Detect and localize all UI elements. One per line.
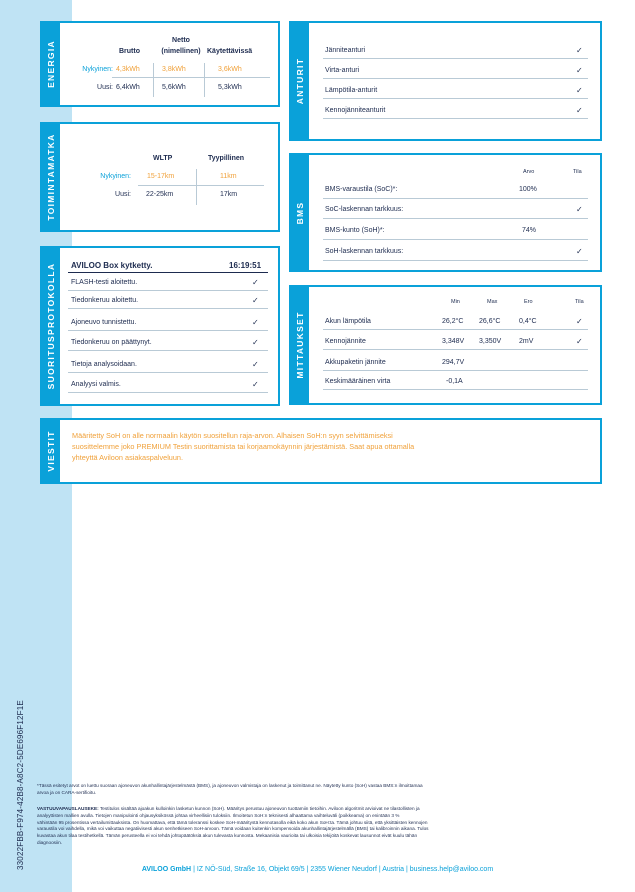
measurements-tab: MITTAUKSET	[291, 287, 309, 403]
col-netto-sub: (nimellinen)	[161, 48, 201, 55]
divider	[204, 63, 205, 97]
footer-country: Austria	[382, 866, 405, 873]
check-icon: ✓	[252, 360, 259, 369]
footer-address: IZ NÖ-Süd, Straße 16, Objekt 69/5	[196, 866, 305, 873]
bms-tab: BMS	[291, 155, 309, 270]
divider	[68, 308, 268, 309]
divider	[153, 63, 154, 97]
measure-min: -0,1A	[446, 378, 463, 385]
col-netto: Netto	[172, 37, 190, 44]
protocol-time: 16:19:51	[229, 261, 262, 270]
energy-tab: ENERGIA	[42, 23, 60, 105]
check-icon: ✓	[576, 46, 583, 55]
footnote-line: arvoa ja on CARA-sertifioitu.	[37, 789, 97, 795]
col-value: Arvo	[523, 169, 535, 175]
divider	[323, 58, 588, 59]
protocol-tab: SUORITUSPROTOKOLLA	[42, 248, 60, 404]
message-line: yhteyttä Aviloon asiakaspalveluun.	[72, 453, 184, 462]
col-min: Min	[451, 299, 460, 305]
check-icon: ✓	[576, 247, 583, 256]
protocol-item: Tiedonkeruu aloitettu.	[71, 297, 139, 304]
divider	[68, 290, 268, 291]
measure-label: Akkupaketin jännite	[325, 359, 386, 366]
divider	[323, 98, 588, 99]
sensors-panel	[289, 21, 602, 141]
protocol-header: AVILOO Box kytketty.	[71, 261, 153, 270]
separator: |	[378, 866, 381, 873]
soc-accuracy-label: SoC-laskennan tarkkuus:	[325, 206, 404, 213]
range-new-label: Uusi:	[115, 191, 131, 198]
check-icon: ✓	[576, 205, 583, 214]
footnote	[37, 783, 602, 797]
divider	[323, 370, 588, 371]
divider	[68, 350, 268, 351]
soh-accuracy-label: SoH-laskennan tarkkuus:	[325, 248, 404, 255]
check-icon: ✓	[252, 338, 259, 347]
range-new-typical: 17km	[220, 191, 238, 198]
check-icon: ✓	[252, 296, 259, 305]
divider	[323, 78, 588, 79]
energy-panel	[40, 21, 280, 107]
range-current-typical: 11km	[220, 173, 237, 180]
footer-email[interactable]: business.help@aviloo.com	[409, 866, 494, 873]
protocol-item: Tiedonkeruu on päättynyt.	[71, 339, 152, 346]
sensors-tab: ANTURIT	[291, 23, 309, 139]
footnote-line: *Tässä esitetyt arvot on luettu suoraan ajoneuvon akunhallintajärjestelmästä (BMS), ja ajoneuvon valmistaja on laskenut ja toimittanut ne. Näytetty kunto (SoH) vastaa BMS:n ilmoittamaa	[37, 783, 423, 788]
col-usable: Käytettävissä	[207, 48, 253, 55]
measure-label: Kennojännite	[325, 338, 366, 345]
divider	[323, 349, 588, 350]
divider	[68, 272, 268, 273]
measure-min: 26,2°C	[442, 318, 464, 325]
document-id: 33022FBB-F974-42B8-A8C2-5DE696F12F1E	[16, 700, 25, 870]
soh-value: 74%	[522, 227, 537, 234]
measure-max: 3,350V	[479, 338, 502, 345]
check-icon: ✓	[252, 278, 259, 287]
divider	[68, 372, 268, 373]
divider	[138, 185, 264, 186]
measure-label: Akun lämpötila	[325, 318, 371, 325]
measure-label: Keskimääräinen virta	[325, 378, 391, 385]
protocol-item: FLASH-testi aloitettu.	[71, 279, 138, 286]
range-panel	[40, 122, 280, 232]
protocol-item: Ajoneuvo tunnistettu.	[71, 319, 137, 326]
check-icon: ✓	[576, 337, 583, 346]
soc-label: BMS-varaustila (SoC)*:	[325, 186, 398, 193]
separator: |	[193, 866, 195, 873]
sensor-item: Jänniteanturi	[325, 47, 366, 54]
energy-new-label: Uusi:	[97, 84, 113, 91]
divider	[323, 389, 588, 390]
messages-panel	[40, 418, 602, 484]
divider	[323, 329, 588, 330]
col-diff: Ero	[524, 299, 533, 305]
disclaimer-title: VASTUUVAPAUSLAUSEKE:	[37, 806, 99, 811]
check-icon: ✓	[252, 318, 259, 327]
disclaimer-line: Testitulos sisältää ajoakun kulloinkin lasketun kunnon (SoH). Määritys perustuu ajoneuvon tuottamiin tietoihin. Aviloon algoritmit arvioivat ne tilastollisten ja	[99, 806, 420, 811]
bms-panel	[289, 153, 602, 272]
divider	[323, 118, 588, 119]
range-current-label: Nykyinen:	[100, 173, 131, 180]
energy-current-label: Nykyinen:	[82, 66, 113, 73]
separator: |	[406, 866, 408, 873]
divider	[323, 239, 588, 240]
message-line: Määritetty SoH on alle normaalin käytön suositellun raja-arvon. Alhaisen SoH:n syyn selvittämiseksi	[72, 431, 393, 440]
check-icon: ✓	[576, 66, 583, 75]
footer-city: 2355 Wiener Neudorf	[310, 866, 377, 873]
divider	[68, 330, 268, 331]
disclaimer	[37, 806, 602, 847]
check-icon: ✓	[252, 380, 259, 389]
divider	[68, 392, 268, 393]
check-icon: ✓	[576, 106, 583, 115]
message-line: suosittelemme joko PREMIUM Testin suorittamista tai korjaamokäynnin järjestämistä. Saat apua ottamalla	[72, 442, 415, 451]
energy-current-usable: 3,6kWh	[218, 66, 242, 73]
messages-tab: VIESTIT	[42, 420, 60, 482]
disclaimer-line: kuvastaa akun tilaa testihetkellä. Tämän perusteella ei voi tehdä johtopäätöksiä akun tulevasta kunnosta. Mekaanisia vaurioita tai ulkoisia tekijöitä koskevat lausunnot eivät kuulu tähän	[37, 833, 418, 839]
sensor-item: Lämpötila-anturit	[325, 87, 378, 94]
divider	[323, 260, 588, 261]
divider	[196, 169, 197, 205]
disclaimer-line: vähintään 95 prosentissa vertailumittauksista. On huomattava, että tämä toleranssi koskee SoH-määritystä kennotasolla eikä koko akun SoH:ta. Tämä johtuu siitä, että yksittäisten kennojen	[37, 819, 428, 825]
measure-min: 3,348V	[442, 338, 465, 345]
divider	[323, 198, 588, 199]
protocol-item: Analyysi valmis.	[71, 381, 121, 388]
range-tab: TOIMINTAMATKA	[42, 124, 60, 230]
soh-label: BMS-kunto (SoH)*:	[325, 227, 385, 234]
check-icon: ✓	[576, 86, 583, 95]
disclaimer-line: varaustila voi vaihdella, mikä voi vaikuttaa negatiivisesti akun senhetkiseen SoH-arvoon. Tämä voidaan kuitenkin kompensoida akunhallintajärjestelmällä (BMS) tai kalibroinnin aikana. Tulos	[37, 826, 429, 832]
col-status: Tila	[573, 169, 582, 175]
measure-max: 26,6°C	[479, 318, 501, 325]
divider	[112, 77, 270, 78]
disclaimer-line: analyyttisten mallien avulla. Tietojen manipulointi ohjausyksikössä johtaa virheellisiin tuloksiin. Ilmoitetun SoH:n teknisesti alhaattama vaihteluväli (poikkeama) on enintään 3 %	[37, 812, 400, 818]
energy-current-brutto: 4,3kWh	[116, 66, 140, 73]
footer-company: AVILOO GmbH	[141, 866, 192, 873]
measure-diff: 0,4°C	[519, 318, 537, 325]
measure-diff: 2mV	[519, 338, 534, 345]
soc-value: 100%	[519, 186, 537, 193]
footer	[0, 866, 635, 873]
col-brutto: Brutto	[119, 48, 140, 55]
energy-new-usable: 5,3kWh	[218, 84, 242, 91]
check-icon: ✓	[576, 317, 583, 326]
col-status: Tila	[575, 299, 584, 305]
sensor-item: Virta-anturi	[325, 67, 360, 74]
divider	[323, 218, 588, 219]
protocol-panel	[40, 246, 280, 406]
col-max: Max	[487, 299, 498, 305]
sensor-item: Kennojänniteanturit	[325, 107, 386, 114]
range-new-wltp: 22-25km	[146, 191, 174, 198]
energy-current-netto: 3,8kWh	[162, 66, 186, 73]
disclaimer-line: diagnoosiin.	[37, 840, 63, 846]
col-typical: Tyypillinen	[208, 155, 245, 162]
separator: |	[306, 866, 309, 873]
protocol-item: Tietoja analysoidaan.	[71, 361, 137, 368]
measurements-panel	[289, 285, 602, 405]
range-current-wltp: 15-17km	[147, 173, 175, 180]
energy-new-brutto: 6,4kWh	[116, 84, 140, 91]
measure-min: 294,7V	[442, 359, 465, 366]
energy-new-netto: 5,6kWh	[162, 84, 186, 91]
col-wltp: WLTP	[153, 155, 173, 162]
